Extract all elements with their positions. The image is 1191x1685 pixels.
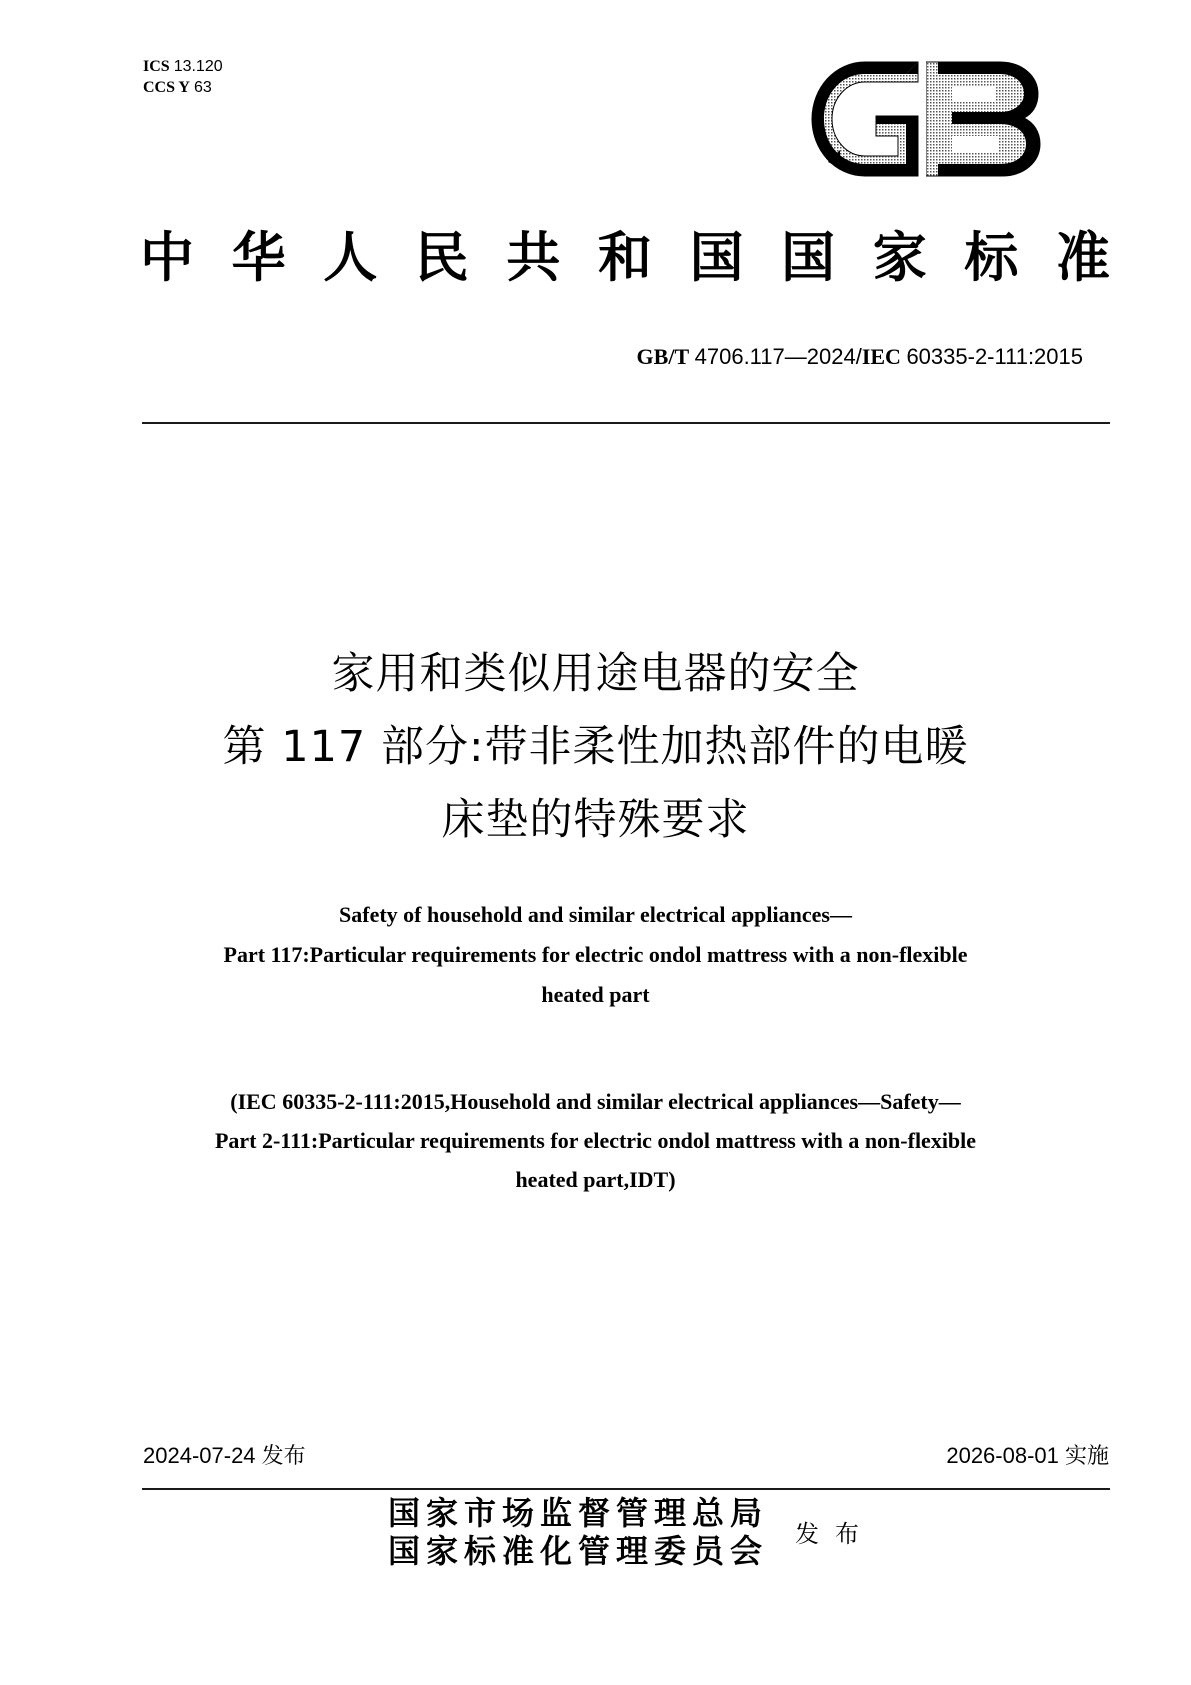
issuer-samr: 国家市场监督管理总局 bbox=[388, 1494, 769, 1532]
gbt-label: GB/T bbox=[636, 344, 690, 369]
chinese-title-line: 家用和类似用途电器的安全 bbox=[331, 649, 860, 699]
iec-note-line: (IEC 60335-2-111:2015,Household and similar electrical appliances—Safety— bbox=[230, 1089, 961, 1114]
english-title-line: Part 117:Particular requirements for electric ondol mattress with a non-flexible bbox=[223, 942, 968, 967]
english-title bbox=[0, 895, 1191, 1015]
main-title-char: 中 bbox=[140, 225, 194, 289]
issue-date: 2024-07-24 发布 bbox=[143, 1443, 306, 1468]
gbt-value: 4706.117—2024/ bbox=[694, 344, 862, 369]
main-title-char: 标 bbox=[964, 225, 1019, 289]
issue-word: 发布 bbox=[795, 1520, 875, 1548]
chinese-title-line: 第 117 部分:带非柔性加热部件的电暖 bbox=[222, 722, 969, 772]
iec-value: 60335-2-111:2015 bbox=[906, 344, 1083, 369]
chinese-title bbox=[0, 638, 1191, 857]
main-title-char: 国 bbox=[689, 225, 744, 289]
main-title-char: 民 bbox=[414, 225, 469, 289]
main-title-char: 国 bbox=[781, 225, 836, 289]
iec-note-line: Part 2-111:Particular requirements for electric ondol mattress with a non-flexible bbox=[214, 1128, 977, 1153]
gb-logo-icon bbox=[810, 60, 1042, 178]
english-title-line: heated part bbox=[541, 982, 650, 1007]
main-title-char: 家 bbox=[872, 225, 927, 289]
classification-codes bbox=[143, 56, 223, 98]
main-title bbox=[140, 226, 1110, 288]
iec-equivalence-note bbox=[0, 1082, 1191, 1199]
ics-label: ICS bbox=[143, 58, 170, 75]
main-title-char: 准 bbox=[1055, 225, 1110, 289]
standard-number bbox=[637, 343, 1083, 371]
issuer-sac: 国家标准化管理委员会 bbox=[388, 1532, 769, 1570]
ccs-label: CCS Y bbox=[143, 79, 190, 96]
iec-label: IEC bbox=[861, 344, 901, 369]
english-title-line: Safety of household and similar electrical appliances— bbox=[339, 902, 852, 927]
main-title-char: 共 bbox=[506, 225, 561, 289]
ics-value: 13.120 bbox=[173, 58, 223, 75]
main-title-char: 人 bbox=[323, 225, 378, 289]
ccs-value: 63 bbox=[193, 79, 212, 96]
chinese-title-line: 床垫的特殊要求 bbox=[441, 795, 750, 845]
iec-note-line: heated part,IDT) bbox=[515, 1167, 676, 1192]
implementation-date: 2026-08-01 实施 bbox=[946, 1443, 1109, 1468]
main-title-char: 华 bbox=[231, 225, 286, 289]
bottom-divider bbox=[142, 1488, 1110, 1490]
main-title-char: 和 bbox=[597, 225, 652, 289]
top-divider bbox=[142, 422, 1110, 424]
issuing-authorities bbox=[388, 1494, 768, 1570]
